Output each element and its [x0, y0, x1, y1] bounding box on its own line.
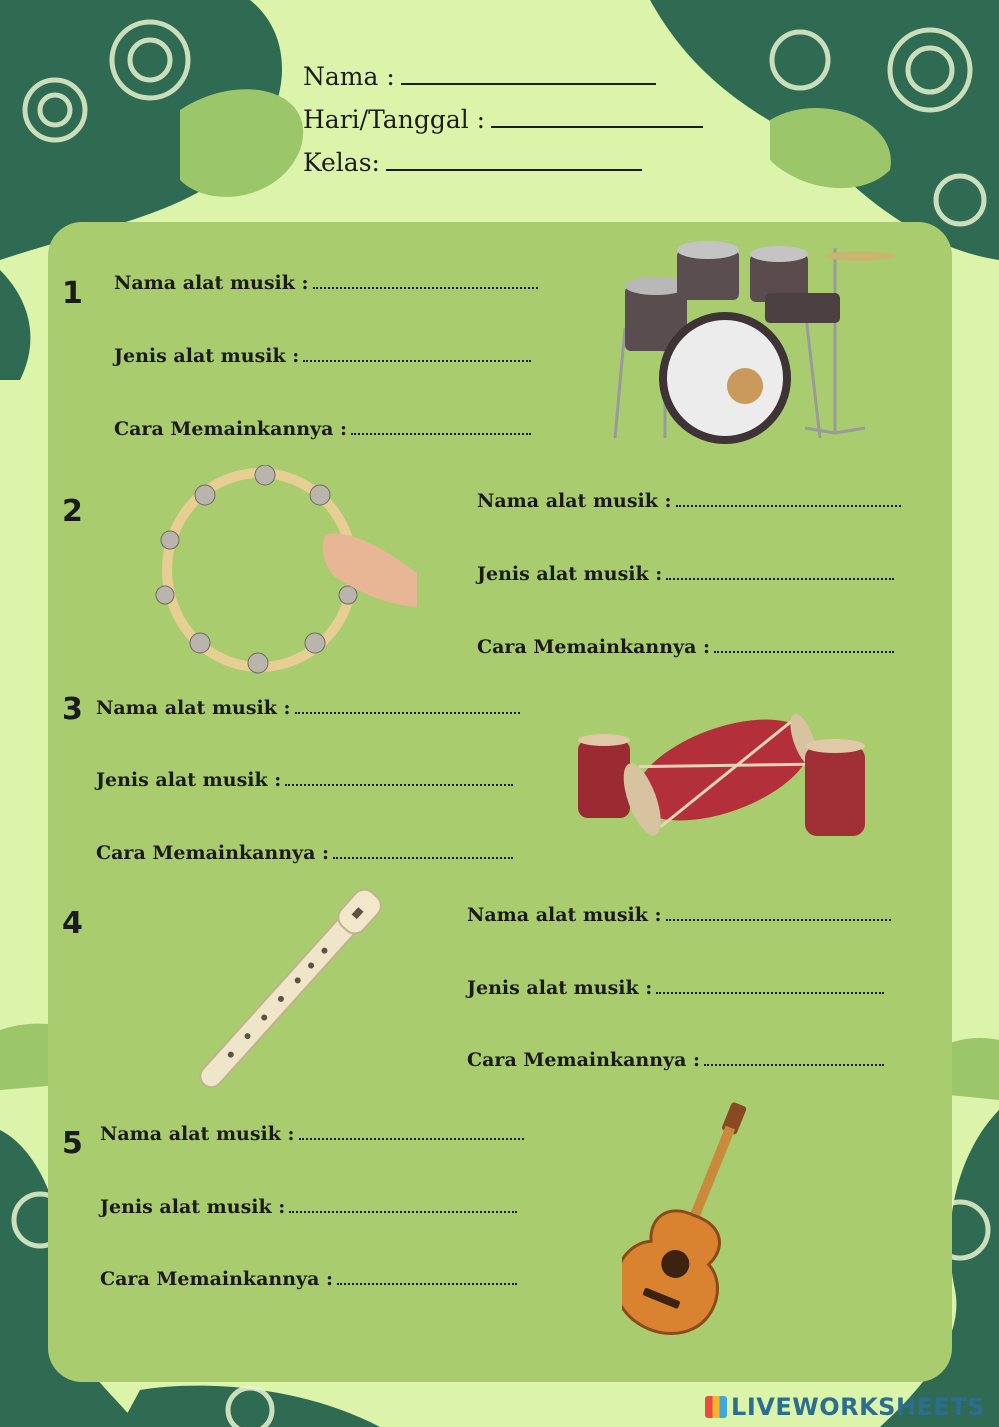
recorder-image: [172, 876, 407, 1104]
item-2-type-blank[interactable]: [666, 564, 894, 580]
item-4-type-field: [467, 977, 884, 999]
item-5-number: 5: [62, 1126, 83, 1161]
date-line[interactable]: [491, 108, 703, 128]
liveworksheets-mark-icon: [705, 1396, 727, 1418]
item-4-type-label: Jenis alat musik :: [467, 977, 653, 999]
item-1-name-label: Nama alat musik :: [114, 272, 309, 294]
item-5-name-blank[interactable]: [299, 1124, 524, 1140]
guitar-image: [622, 1095, 762, 1345]
item-1-type-field: [114, 345, 531, 367]
item-1-play-field: [114, 418, 531, 440]
item-1-type-blank[interactable]: [303, 346, 531, 362]
item-1-name-field: [114, 272, 538, 294]
item-2-play-blank[interactable]: [714, 637, 894, 653]
item-3-type-label: Jenis alat musik :: [96, 769, 282, 791]
item-3-type-field: [96, 769, 513, 791]
item-1-play-label: Cara Memainkannya :: [114, 418, 348, 440]
item-3-name-label: Nama alat musik :: [96, 697, 291, 719]
item-5-play-label: Cara Memainkannya :: [100, 1268, 334, 1290]
item-2-play-label: Cara Memainkannya :: [477, 636, 711, 658]
date-label: Hari/Tanggal :: [303, 105, 486, 134]
item-4-type-blank[interactable]: [656, 978, 884, 994]
item-5-name-field: [100, 1123, 524, 1145]
drum-set-image: [605, 238, 895, 448]
item-4-name-blank[interactable]: [666, 905, 891, 921]
item-5-type-field: [100, 1196, 517, 1218]
item-4-play-field: [467, 1049, 884, 1071]
item-5-name-label: Nama alat musik :: [100, 1123, 295, 1145]
item-5-play-blank[interactable]: [337, 1269, 517, 1285]
item-3-play-field: [96, 842, 513, 864]
class-label: Kelas:: [303, 148, 380, 177]
item-1-type-label: Jenis alat musik :: [114, 345, 300, 367]
name-line[interactable]: [401, 65, 656, 85]
item-2-type-label: Jenis alat musik :: [477, 563, 663, 585]
item-3-play-blank[interactable]: [333, 843, 513, 859]
item-5-type-label: Jenis alat musik :: [100, 1196, 286, 1218]
item-1-number: 1: [62, 276, 83, 311]
name-label: Nama :: [303, 62, 395, 91]
item-2-name-label: Nama alat musik :: [477, 490, 672, 512]
item-3-play-label: Cara Memainkannya :: [96, 842, 330, 864]
item-4-play-blank[interactable]: [704, 1050, 884, 1066]
item-2-name-field: [477, 490, 901, 512]
item-4-name-label: Nama alat musik :: [467, 904, 662, 926]
item-3-name-field: [96, 697, 520, 719]
item-4-number: 4: [62, 906, 83, 941]
item-2-play-field: [477, 636, 894, 658]
item-4-name-field: [467, 904, 891, 926]
item-1-play-blank[interactable]: [351, 419, 531, 435]
item-3-number: 3: [62, 692, 83, 727]
class-row: [303, 148, 642, 177]
item-2-number: 2: [62, 494, 83, 529]
item-2-type-field: [477, 563, 894, 585]
item-3-name-blank[interactable]: [295, 698, 520, 714]
item-5-type-blank[interactable]: [289, 1197, 517, 1213]
name-row: [303, 62, 656, 91]
item-5-play-field: [100, 1268, 517, 1290]
tambourine-image: [155, 465, 420, 675]
class-line[interactable]: [386, 151, 642, 171]
item-3-type-blank[interactable]: [285, 770, 513, 786]
item-2-name-blank[interactable]: [676, 491, 901, 507]
brand-text: LIVEWORKSHEETS: [731, 1393, 985, 1421]
item-4-play-label: Cara Memainkannya :: [467, 1049, 701, 1071]
date-row: [303, 105, 703, 134]
liveworksheets-logo: [705, 1393, 985, 1421]
kendang-image: [575, 698, 870, 850]
item-1-name-blank[interactable]: [313, 273, 538, 289]
